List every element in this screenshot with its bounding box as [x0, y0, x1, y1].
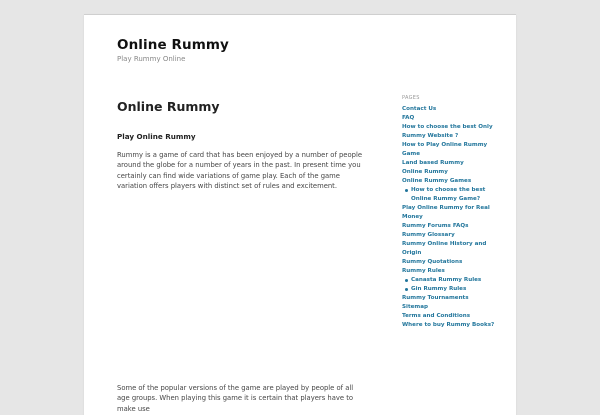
- list-item: [402, 177, 506, 204]
- sidebar-item-how-to-play[interactable]: How to Play Online Rummy Game: [402, 142, 488, 157]
- list-item: [402, 258, 506, 267]
- list-item: [402, 141, 506, 159]
- sidebar-item-tournaments[interactable]: Rummy Tournaments: [402, 295, 469, 301]
- sidebar: [402, 95, 506, 330]
- list-item: [402, 114, 506, 123]
- sidebar-item-forums-faqs[interactable]: Rummy Forums FAQs: [402, 223, 469, 229]
- sidebar-item-contact-us[interactable]: Contact Us: [402, 106, 437, 112]
- site-tagline: Play Rummy Online: [117, 55, 186, 63]
- list-item: [402, 267, 506, 294]
- sub-pages-list: [402, 186, 506, 204]
- list-item: [411, 186, 506, 204]
- list-item: [402, 312, 506, 321]
- sidebar-item-rules[interactable]: Rummy Rules: [402, 268, 445, 274]
- list-item: [402, 123, 506, 141]
- sub-pages-list: [402, 276, 506, 294]
- list-item: [402, 105, 506, 114]
- article-paragraph: Rummy is a game of card that has been enjoyed by a number of people around the globe for a number of years in the past. In present time you certainly can find wide variations of game play. Each of the game variation offers players with distinct set of rules and excitement.: [117, 151, 363, 190]
- list-item: [402, 204, 506, 222]
- pages-list: [402, 105, 506, 330]
- list-item: [402, 159, 506, 168]
- sidebar-item-history[interactable]: Rummy Online History and Origin: [402, 241, 487, 256]
- sidebar-item-buy-books[interactable]: Where to buy Rummy Books?: [402, 322, 495, 328]
- list-item: [402, 231, 506, 240]
- page-container: [84, 14, 516, 415]
- sidebar-item-glossary[interactable]: Rummy Glossary: [402, 232, 455, 238]
- list-item: [411, 276, 506, 285]
- list-item: [402, 294, 506, 303]
- sidebar-item-quotations[interactable]: Rummy Quotations: [402, 259, 463, 265]
- list-item: [411, 285, 506, 294]
- list-item: [402, 303, 506, 312]
- sidebar-widget-title: PAGES: [402, 95, 420, 101]
- sidebar-item-online-rummy[interactable]: Online Rummy: [402, 169, 448, 175]
- sidebar-subitem-canasta[interactable]: Canasta Rummy Rules: [411, 277, 482, 283]
- sidebar-subitem-choose-game[interactable]: How to choose the best Online Rummy Game?: [411, 187, 486, 202]
- sidebar-item-land-based[interactable]: Land based Rummy: [402, 160, 464, 166]
- section-heading: Play Online Rummy: [117, 132, 196, 141]
- sidebar-item-choose-website[interactable]: How to choose the best Only Rummy Website ?: [402, 124, 493, 139]
- list-item: [402, 222, 506, 231]
- sidebar-item-faq[interactable]: FAQ: [402, 115, 415, 121]
- site-title[interactable]: Online Rummy: [117, 37, 229, 53]
- sidebar-subitem-gin[interactable]: Gin Rummy Rules: [411, 286, 467, 292]
- sidebar-item-terms[interactable]: Terms and Conditions: [402, 313, 471, 319]
- sidebar-item-sitemap[interactable]: Sitemap: [402, 304, 429, 310]
- list-item: [402, 240, 506, 258]
- sidebar-item-online-rummy-games[interactable]: Online Rummy Games: [402, 178, 472, 184]
- sidebar-item-real-money[interactable]: Play Online Rummy for Real Money: [402, 205, 490, 220]
- page-title: Online Rummy: [117, 99, 220, 114]
- list-item: [402, 168, 506, 177]
- list-item: [402, 321, 506, 330]
- article-paragraph-2: Some of the popular versions of the game are played by people of all age groups. When playing this game it is certain that players have to make use: [117, 384, 354, 413]
- main-content: [117, 99, 363, 198]
